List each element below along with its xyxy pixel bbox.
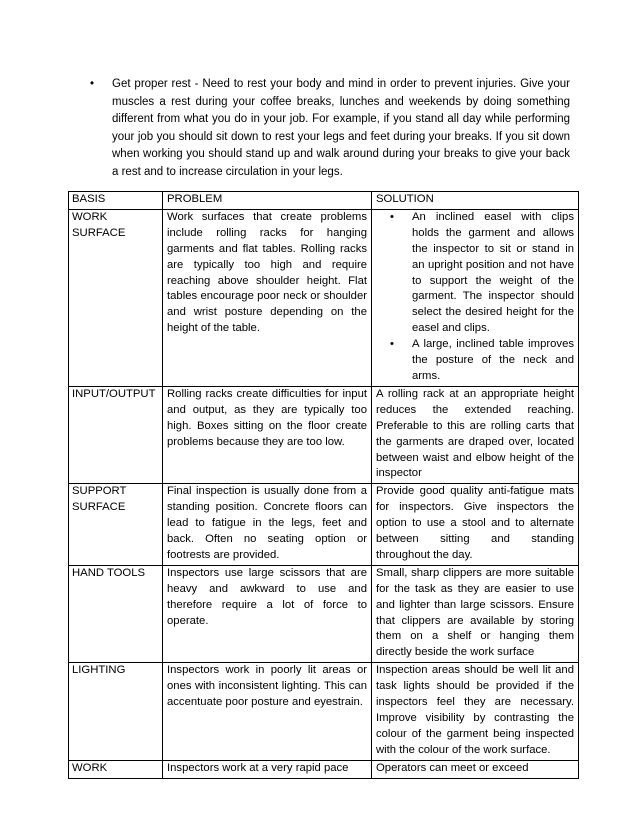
solution-list-item: • A large, inclined table improves the posture of the neck and arms.: [390, 338, 574, 382]
header-problem: PROBLEM: [163, 192, 372, 210]
table-row: [69, 386, 579, 483]
row-basis: WORK: [69, 760, 163, 778]
row-solution: Operators can meet or exceed: [372, 760, 579, 778]
row-basis: INPUT/OUTPUT: [69, 386, 163, 483]
table-row: [69, 484, 579, 566]
intro-paragraph: [90, 76, 570, 182]
bullet-icon: •: [90, 78, 95, 90]
table-row: [69, 565, 579, 662]
solution-list: [376, 210, 574, 385]
row-solution: A rolling rack at an appropriate height reduces the extended reaching. Preferable to this are rolling carts that the garments are draped over, located between waist and elbow height of the inspector: [372, 386, 579, 483]
solution-list-item: • An inclined easel with clips holds the garment and allows the inspector to sit or stand in an upright position and not have to support the weight of the garment. The inspector should select the desired height for the easel and clips.: [390, 210, 574, 335]
table-header-row: [69, 192, 579, 210]
row-solution: Inspection areas should be well lit and task lights should be provided if the inspectors feel they are necessary. Improve visibility by contrasting the colour of the garment being inspected with the colour of the work surface.: [372, 663, 579, 760]
ergonomics-table: [68, 191, 579, 779]
row-problem: Inspectors work at a very rapid pace: [163, 760, 372, 778]
row-basis: HAND TOOLS: [69, 565, 163, 662]
row-solution: [372, 209, 579, 386]
row-solution: Small, sharp clippers are more suitable for the task as they are easier to use and lighter than large scissors. Ensure that clippers are available by storing them on a shelf or hanging them directly beside the work surface: [372, 565, 579, 662]
intro-text: Get proper rest - Need to rest your body and mind in order to prevent injuries. Give your muscles a rest during your coffee breaks, lunches and weekends by doing something different from what you do in your job. For example, if you stand all day while performing your job you should sit down to rest your legs and feet during your breaks. If you sit down when working you should stand up and walk around during your breaks to give your back a rest and to increase circulation in your legs.: [112, 78, 570, 178]
row-problem: Inspectors use large scissors that are heavy and awkward to use and therefore require a lot of force to operate.: [163, 565, 372, 662]
header-basis: BASIS: [69, 192, 163, 210]
table-row: [69, 760, 579, 778]
bullet-icon: •: [390, 338, 394, 351]
table-row: [69, 209, 579, 386]
bullet-icon: •: [390, 210, 394, 223]
row-solution: Provide good quality anti-fatigue mats for inspectors. Give inspectors the option to use a stool and to alternate between sitting and standing throughout the day.: [372, 484, 579, 566]
header-solution: SOLUTION: [372, 192, 579, 210]
row-basis: LIGHTING: [69, 663, 163, 760]
row-problem: Work surfaces that create problems include rolling racks for hanging garments and flat tables. Rolling racks are typically too high and require reaching above shoulder height. Flat tables encourage poor neck or shoulder and wrist posture depending on the height of the table.: [163, 209, 372, 386]
row-basis: WORK SURFACE: [69, 209, 163, 386]
row-problem: Rolling racks create difficulties for input and output, as they are typically too high. Boxes sitting on the floor create problems because they are too low.: [163, 386, 372, 483]
row-problem: Inspectors work in poorly lit areas or ones with inconsistent lighting. This can accentuate poor posture and eyestrain.: [163, 663, 372, 760]
table-row: [69, 663, 579, 760]
row-basis: SUPPORT SURFACE: [69, 484, 163, 566]
row-problem: Final inspection is usually done from a standing position. Concrete floors can lead to fatigue in the legs, feet and back. Often no seating option or footrests are provided.: [163, 484, 372, 566]
